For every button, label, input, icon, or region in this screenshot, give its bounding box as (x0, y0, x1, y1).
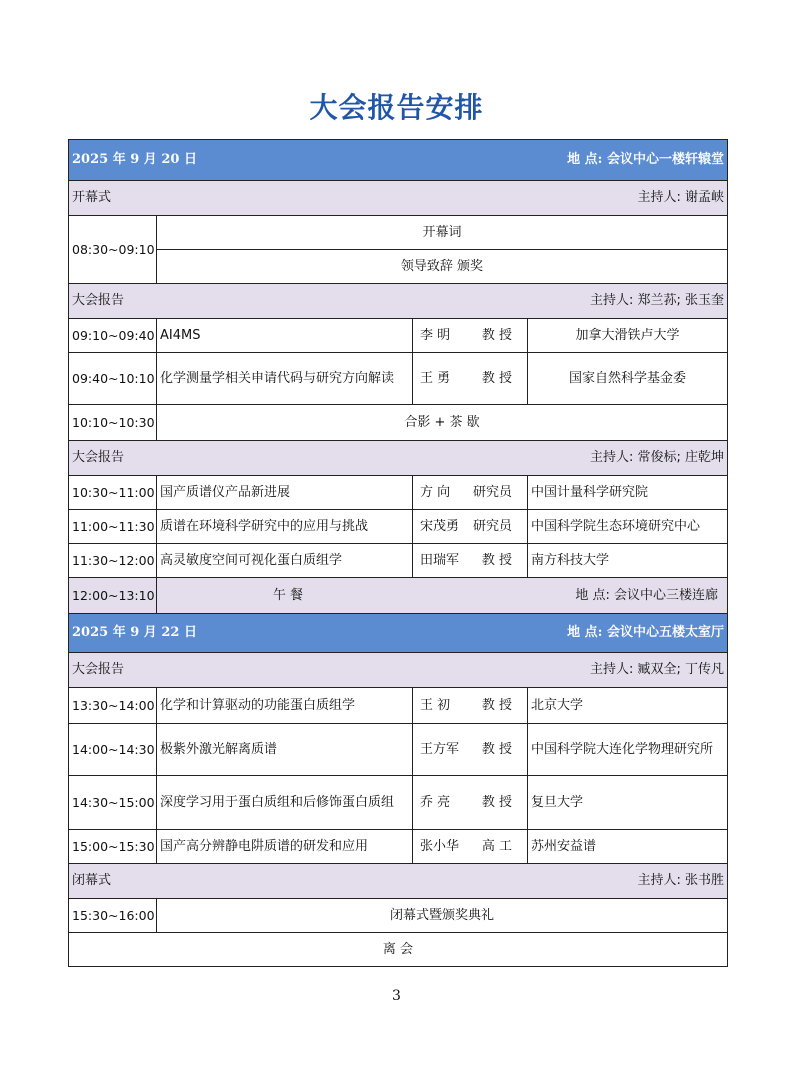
date-header-day1 (69, 140, 728, 181)
speaker-name: 张小华 (420, 838, 460, 854)
speaker-name: 田瑞军 (420, 552, 460, 568)
page-title: 大会报告安排 (309, 91, 484, 124)
section-closing (69, 864, 728, 899)
time-cell: 15:00~15:30 (69, 830, 157, 864)
table-row (69, 724, 728, 776)
speaker-name: 王 勇 (420, 370, 451, 386)
speaker-name: 李 明 (420, 327, 451, 343)
speaker-title: 教 授 (481, 370, 512, 386)
topic-cell: 极紫外激光解离质谱 (157, 724, 413, 776)
section-host: 主持人: 张书胜 (637, 873, 724, 888)
speaker-title: 教 授 (481, 794, 512, 810)
section-report-2 (69, 441, 728, 476)
table-row (69, 776, 728, 830)
table-row (69, 216, 728, 250)
time-cell: 14:30~15:00 (69, 776, 157, 830)
page-number: 3 (392, 988, 401, 1004)
time-cell: 14:00~14:30 (69, 724, 157, 776)
table-row (69, 933, 728, 967)
affiliation-cell: 复旦大学 (528, 776, 728, 830)
break-label: 合影 + 茶 歇 (157, 405, 728, 441)
affiliation-cell: 国家自然科学基金委 (528, 353, 728, 405)
lunch-row (69, 578, 728, 614)
time-cell: 11:00~11:30 (69, 510, 157, 544)
speaker-name: 宋茂勇 (420, 518, 460, 534)
date-header-day2 (69, 614, 728, 653)
day1-date: 2025 年 9 月 20 日 (72, 152, 197, 167)
time-cell: 08:30~09:10 (69, 216, 157, 284)
section-opening (69, 181, 728, 216)
topic-cell: 质谱在环境科学研究中的应用与挑战 (157, 510, 413, 544)
speaker-name: 乔 亮 (420, 794, 451, 810)
speaker-title: 研究员 (472, 518, 512, 534)
table-row (69, 544, 728, 578)
affiliation-cell: 中国科学院生态环境研究中心 (528, 510, 728, 544)
closing-item: 闭幕式暨颁奖典礼 (157, 899, 728, 933)
affiliation-cell: 苏州安益谱 (528, 830, 728, 864)
table-row (69, 510, 728, 544)
table-row (69, 405, 728, 441)
opening-item: 领导致辞 颁奖 (157, 250, 728, 284)
speaker-name: 方 向 (420, 484, 451, 500)
speaker-name: 王 初 (420, 697, 451, 713)
day2-date: 2025 年 9 月 22 日 (72, 625, 197, 640)
section-host: 主持人: 臧双全; 丁传凡 (589, 662, 724, 677)
opening-item: 开幕词 (157, 216, 728, 250)
affiliation-cell: 北京大学 (528, 688, 728, 724)
time-cell: 11:30~12:00 (69, 544, 157, 578)
table-row (69, 250, 728, 284)
section-label: 大会报告 (72, 662, 125, 677)
day2-venue: 地 点: 会议中心五楼太室厅 (567, 625, 724, 640)
speaker-title: 教 授 (481, 552, 512, 568)
table-row (69, 830, 728, 864)
table-row (69, 353, 728, 405)
speaker-title: 教 授 (481, 327, 512, 343)
section-label: 闭幕式 (72, 873, 112, 888)
speaker-title: 高 工 (481, 838, 512, 854)
affiliation-cell: 加拿大滑铁卢大学 (528, 319, 728, 353)
section-label: 大会报告 (72, 450, 125, 465)
topic-cell: 高灵敏度空间可视化蛋白质组学 (157, 544, 413, 578)
topic-cell: 化学和计算驱动的功能蛋白质组学 (157, 688, 413, 724)
table-row (69, 688, 728, 724)
time-cell: 15:30~16:00 (69, 899, 157, 933)
topic-cell: 深度学习用于蛋白质组和后修饰蛋白质组 (157, 776, 413, 830)
speaker-title: 教 授 (481, 741, 512, 757)
topic-cell: 国产高分辨静电阱质谱的研发和应用 (157, 830, 413, 864)
table-row (69, 899, 728, 933)
speaker-title: 教 授 (481, 697, 512, 713)
section-label: 开幕式 (72, 190, 112, 205)
time-cell: 12:00~13:10 (69, 578, 157, 614)
table-row (69, 319, 728, 353)
schedule-table (68, 139, 728, 967)
speaker-name: 王方军 (420, 741, 460, 757)
affiliation-cell: 中国科学院大连化学物理研究所 (528, 724, 728, 776)
lunch-venue: 地 点: 会议中心三楼连廊 (575, 587, 718, 603)
table-row (69, 476, 728, 510)
leave-label: 离 会 (69, 933, 728, 967)
section-host: 主持人: 郑兰荪; 张玉奎 (589, 293, 724, 308)
speaker-title: 研究员 (472, 484, 512, 500)
section-report-1 (69, 284, 728, 319)
section-report-3 (69, 653, 728, 688)
section-label: 大会报告 (72, 293, 125, 308)
time-cell: 10:10~10:30 (69, 405, 157, 441)
time-cell: 09:10~09:40 (69, 319, 157, 353)
time-cell: 10:30~11:00 (69, 476, 157, 510)
topic-cell: 国产质谱仪产品新进展 (157, 476, 413, 510)
lunch-label: 午 餐 (272, 587, 304, 603)
topic-cell: AI4MS (157, 319, 413, 353)
time-cell: 09:40~10:10 (69, 353, 157, 405)
topic-cell: 化学测量学相关申请代码与研究方向解读 (157, 353, 413, 405)
affiliation-cell: 南方科技大学 (528, 544, 728, 578)
section-host: 主持人: 谢孟峡 (637, 190, 724, 205)
day1-venue: 地 点: 会议中心一楼轩辕堂 (567, 152, 724, 167)
affiliation-cell: 中国计量科学研究院 (528, 476, 728, 510)
time-cell: 13:30~14:00 (69, 688, 157, 724)
section-host: 主持人: 常俊标; 庄乾坤 (589, 450, 724, 465)
